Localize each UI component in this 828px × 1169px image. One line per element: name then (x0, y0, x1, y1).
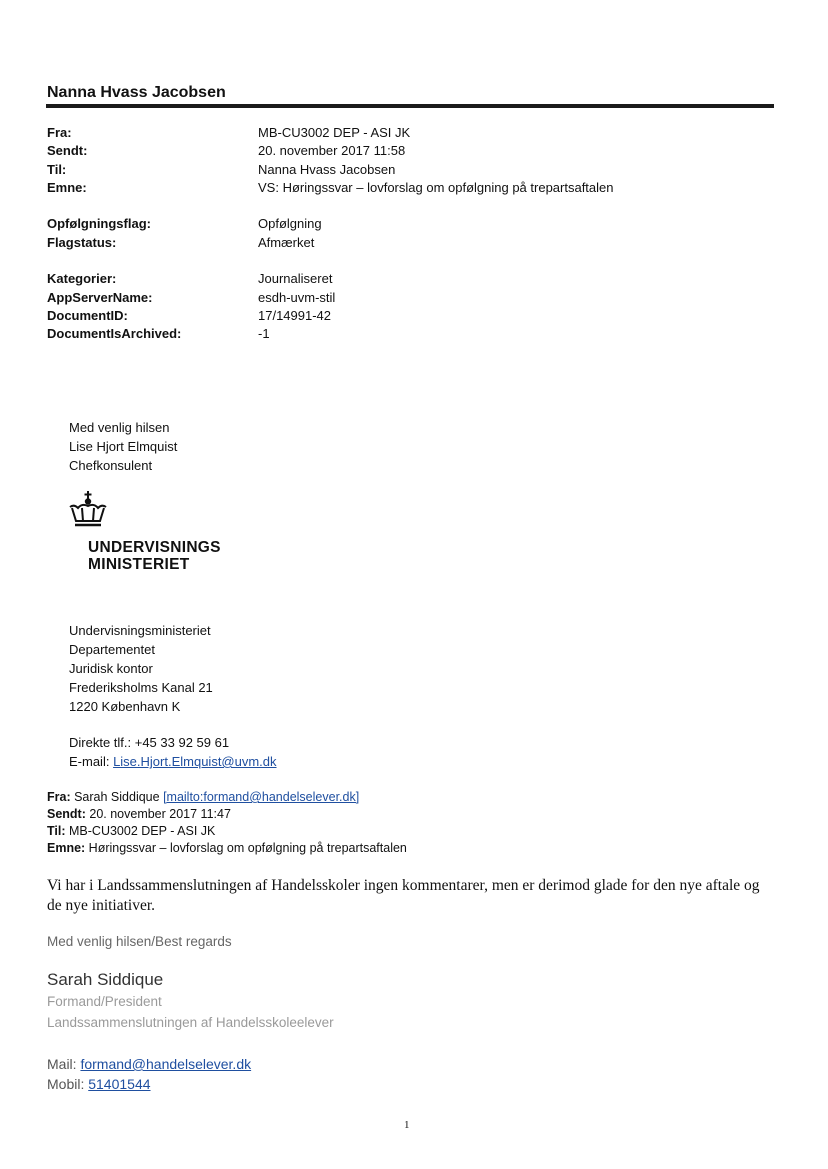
ministry-address (69, 621, 213, 716)
fwd-value: 20. november 2017 11:47 (85, 807, 231, 821)
meta-value: 17/14991-42 (258, 307, 332, 323)
signature-title: Chefkonsulent (69, 458, 153, 473)
sender-organization: Landssammenslutningen af Handelsskoleelever (47, 1015, 334, 1030)
sender-name: Sarah Siddique (47, 970, 164, 989)
direct-phone: Direkte tlf.: +45 33 92 59 61 (69, 735, 230, 750)
ministry-logo-line: MINISTERIET (88, 556, 190, 573)
forwarded-header (47, 789, 407, 857)
meta-value: Nanna Hvass Jacobsen (258, 161, 396, 177)
crown-logo-icon (66, 490, 110, 528)
email-label: E-mail: (69, 754, 114, 769)
address-line: Frederiksholms Kanal 21 (69, 680, 213, 695)
address-line: 1220 København K (69, 699, 181, 714)
meta-label: Flagstatus: (47, 234, 117, 250)
meta-label: Kategorier: (47, 271, 117, 287)
meta-label: Til: (47, 161, 67, 177)
meta-value: Opfølgning (258, 216, 322, 232)
sender-mail-line (47, 1056, 251, 1072)
meta-label: Sendt: (47, 143, 88, 159)
ministry-logo-text (88, 539, 221, 573)
fwd-label: Sendt: (47, 807, 86, 821)
meta-value: esdh-uvm-stil (258, 289, 336, 305)
fwd-value: MB-CU3002 DEP - ASI JK (65, 824, 216, 838)
fwd-to-row (47, 823, 407, 840)
fwd-subject-row (47, 840, 407, 857)
meta-label: Emne: (47, 179, 87, 195)
recipient-name-header: Nanna Hvass Jacobsen (47, 84, 226, 101)
fwd-label: Til: (47, 824, 66, 838)
closing-regards: Med venlig hilsen/Best regards (47, 934, 232, 949)
meta-label: Opfølgningsflag: (47, 216, 151, 232)
meta-label: AppServerName: (47, 289, 153, 305)
fwd-label: Emne: (47, 841, 86, 855)
fwd-label: Fra: (47, 790, 71, 804)
mobile-label: Mobil: (47, 1076, 89, 1092)
sender-mobile-link[interactable]: 51401544 (88, 1076, 151, 1092)
sender-mobile-line (47, 1076, 151, 1092)
meta-label: DocumentID: (47, 307, 128, 323)
fwd-mailto-link[interactable]: [mailto:formand@handelselever.dk] (163, 790, 360, 804)
address-line: Departementet (69, 642, 155, 657)
address-line: Juridisk kontor (69, 661, 153, 676)
meta-label: DocumentIsArchived: (47, 326, 182, 342)
page-number: 1 (404, 1119, 410, 1131)
meta-value: Afmærket (258, 234, 315, 250)
signature-block (69, 418, 177, 475)
fwd-sent-row (47, 806, 407, 823)
meta-value: -1 (258, 326, 270, 342)
email-line (69, 752, 277, 771)
message-body: Vi har i Landssammenslutningen af Handelsskoler ingen kommentarer, men er derimod glade for den nye aftale og de nye initiativer. (47, 877, 760, 914)
meta-value: Journaliseret (258, 271, 333, 287)
meta-label: Fra: (47, 125, 72, 140)
fwd-from-row (47, 789, 407, 806)
meta-value: VS: Høringssvar – lovforslag om opfølgning på trepartsaftalen (258, 179, 614, 195)
meta-value: 20. november 2017 11:58 (258, 143, 406, 159)
sender-mail-link[interactable]: formand@handelselever.dk (80, 1056, 252, 1072)
fwd-value: Høringssvar – lovforslag om opfølgning på trepartsaftalen (85, 841, 407, 855)
signature-name: Lise Hjort Elmquist (69, 439, 178, 454)
ministry-logo-line: UNDERVISNINGS (88, 539, 221, 556)
address-line: Undervisningsministeriet (69, 623, 211, 638)
mail-label: Mail: (47, 1056, 81, 1072)
signature-greeting: Med venlig hilsen (69, 420, 170, 435)
header-rule (46, 104, 774, 108)
email-link[interactable]: Lise.Hjort.Elmquist@uvm.dk (113, 754, 277, 769)
contact-block (69, 733, 277, 771)
sender-role: Formand/President (47, 994, 162, 1009)
fwd-from-name: Sarah Siddique (70, 790, 164, 804)
meta-value: MB-CU3002 DEP - ASI JK (258, 125, 411, 140)
